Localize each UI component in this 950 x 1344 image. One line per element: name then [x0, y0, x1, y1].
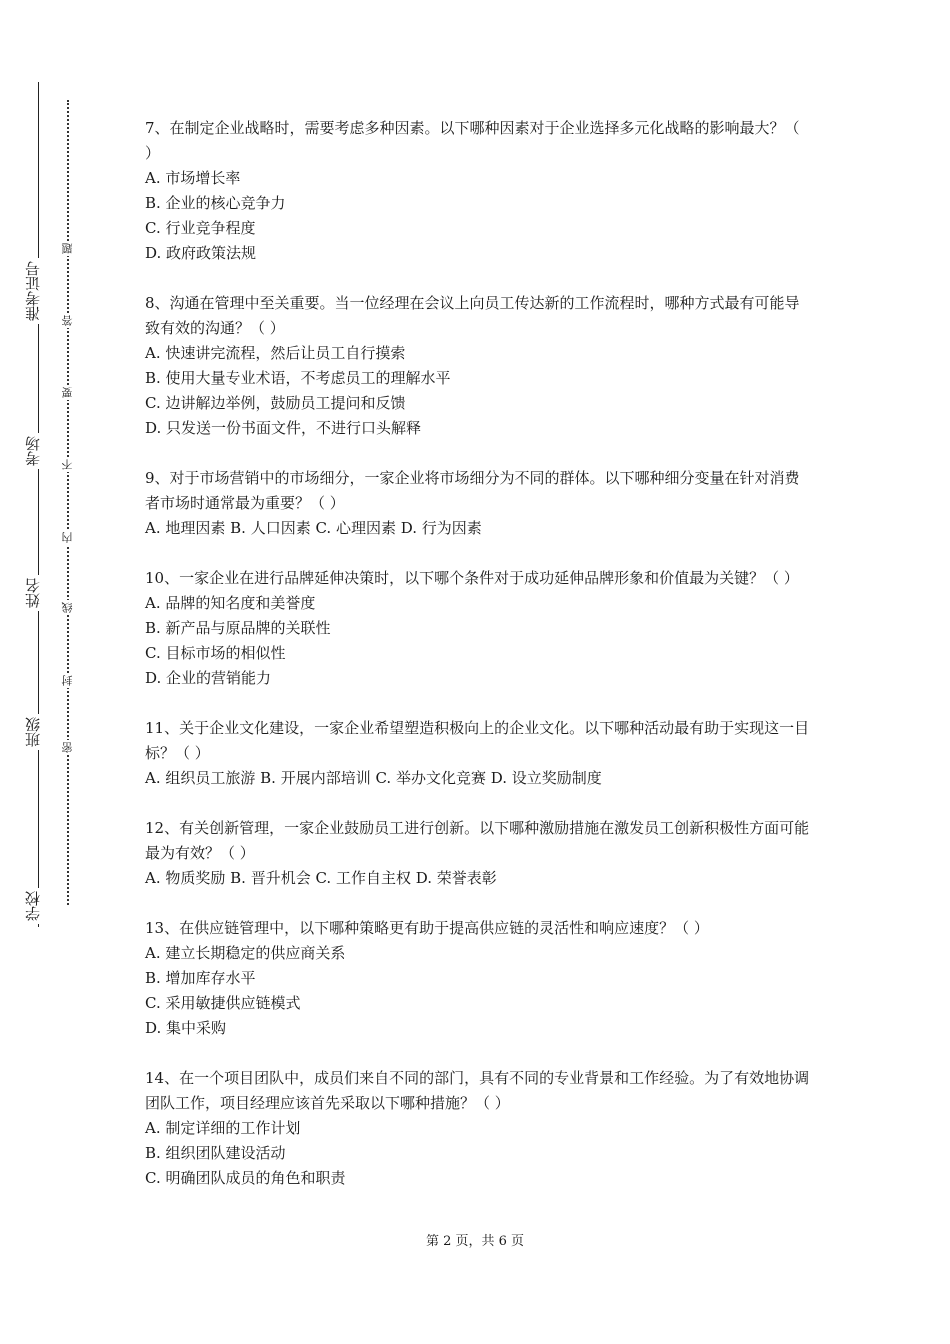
seal-char: 内	[61, 532, 74, 543]
option-a: A. 建立长期稳定的供应商关系	[145, 944, 346, 962]
question-12	[145, 816, 810, 891]
seal-char: 要	[61, 387, 74, 398]
question-7	[145, 116, 810, 266]
exam-room-label: 考场	[22, 433, 52, 469]
question-stem: 13、在供应链管理中，以下哪种策略更有助于提高供应链的灵活性和响应速度？（ ）	[145, 919, 709, 937]
option-c: C. 采用敏捷供应链模式	[145, 994, 301, 1012]
question-stem: 9、对于市场营销中的市场细分，一家企业将市场细分为不同的群体。以下哪种细分变量在针对消费者市场时通常最为重要？（ ）	[145, 469, 800, 512]
question-stem: 11、关于企业文化建设，一家企业希望塑造积极向上的企业文化。以下哪种活动最有助于实现这一目标？（ ）	[145, 719, 810, 762]
option-b: B. 增加库存水平	[145, 969, 256, 987]
option-b: B. 企业的核心竞争力	[145, 194, 286, 212]
option-c: C. 行业竞争程度	[145, 219, 256, 237]
question-9	[145, 466, 810, 541]
page-number: 第 2 页，共 6 页	[425, 1234, 525, 1249]
option-c: C. 目标市场的相似性	[145, 644, 286, 662]
seal-char: 线	[61, 602, 74, 613]
option-a: A. 品牌的知名度和美誉度	[145, 594, 316, 612]
option-d: D. 政府政策法规	[145, 244, 257, 262]
option-d: D. 企业的营销能力	[145, 669, 272, 687]
question-14	[145, 1066, 810, 1191]
option-b: B. 组织团队建设活动	[145, 1144, 286, 1162]
seal-char: 答	[61, 315, 74, 326]
question-stem: 7、在制定企业战略时，需要考虑多种因素。以下哪种因素对于企业选择多元化战略的影响最大？（ ）	[145, 119, 800, 162]
seal-char: 题	[61, 243, 74, 254]
option-a: A. 快速讲完流程，然后让员工自行摸索	[145, 344, 406, 362]
option-a: A. 制定详细的工作计划	[145, 1119, 301, 1137]
seal-char: 不	[61, 459, 74, 470]
option-row: A. 组织员工旅游 B. 开展内部培训 C. 举办文化竞赛 D. 设立奖励制度	[145, 769, 602, 787]
option-d: D. 集中采购	[145, 1019, 227, 1037]
class-label: 班级	[22, 714, 52, 750]
admission-number-label: 准考证号	[22, 258, 52, 324]
option-d: D. 只发送一份书面文件，不进行口头解释	[145, 419, 422, 437]
seal-dotted-line	[67, 100, 69, 905]
question-13	[145, 916, 810, 1041]
option-b: B. 新产品与原品牌的关联性	[145, 619, 331, 637]
question-stem: 12、有关创新管理，一家企业鼓励员工进行创新。以下哪种激励措施在激发员工创新积极性方面可能最为有效？（ ）	[145, 819, 810, 862]
question-stem: 14、在一个项目团队中，成员们来自不同的部门，具有不同的专业背景和工作经验。为了有效地协调团队工作，项目经理应该首先采取以下哪种措施？（ ）	[145, 1069, 810, 1112]
question-list	[145, 116, 810, 1216]
option-c: C. 边讲解边举例，鼓励员工提问和反馈	[145, 394, 406, 412]
name-label: 姓名	[22, 575, 52, 611]
question-8	[145, 291, 810, 441]
option-b: B. 使用大量专业术语，不考虑员工的理解水平	[145, 369, 451, 387]
seal-char: 密	[61, 742, 74, 753]
option-row: A. 物质奖励 B. 晋升机会 C. 工作自主权 D. 荣誉表彰	[145, 869, 497, 887]
question-11	[145, 716, 810, 791]
school-label: 学校	[22, 888, 52, 924]
question-stem: 10、一家企业在进行品牌延伸决策时，以下哪个条件对于成功延伸品牌形象和价值最为关键？（ ）	[145, 569, 799, 587]
question-stem: 8、沟通在管理中至关重要。当一位经理在会议上向员工传达新的工作流程时，哪种方式最有可能导致有效的沟通？（ ）	[145, 294, 800, 337]
option-a: A. 市场增长率	[145, 169, 241, 187]
question-10	[145, 566, 810, 691]
seal-char: 封	[61, 675, 74, 686]
binding-strip	[0, 0, 90, 1344]
option-row: A. 地理因素 B. 人口因素 C. 心理因素 D. 行为因素	[145, 519, 482, 537]
option-c: C. 明确团队成员的角色和职责	[145, 1169, 346, 1187]
binding-line	[38, 82, 39, 927]
